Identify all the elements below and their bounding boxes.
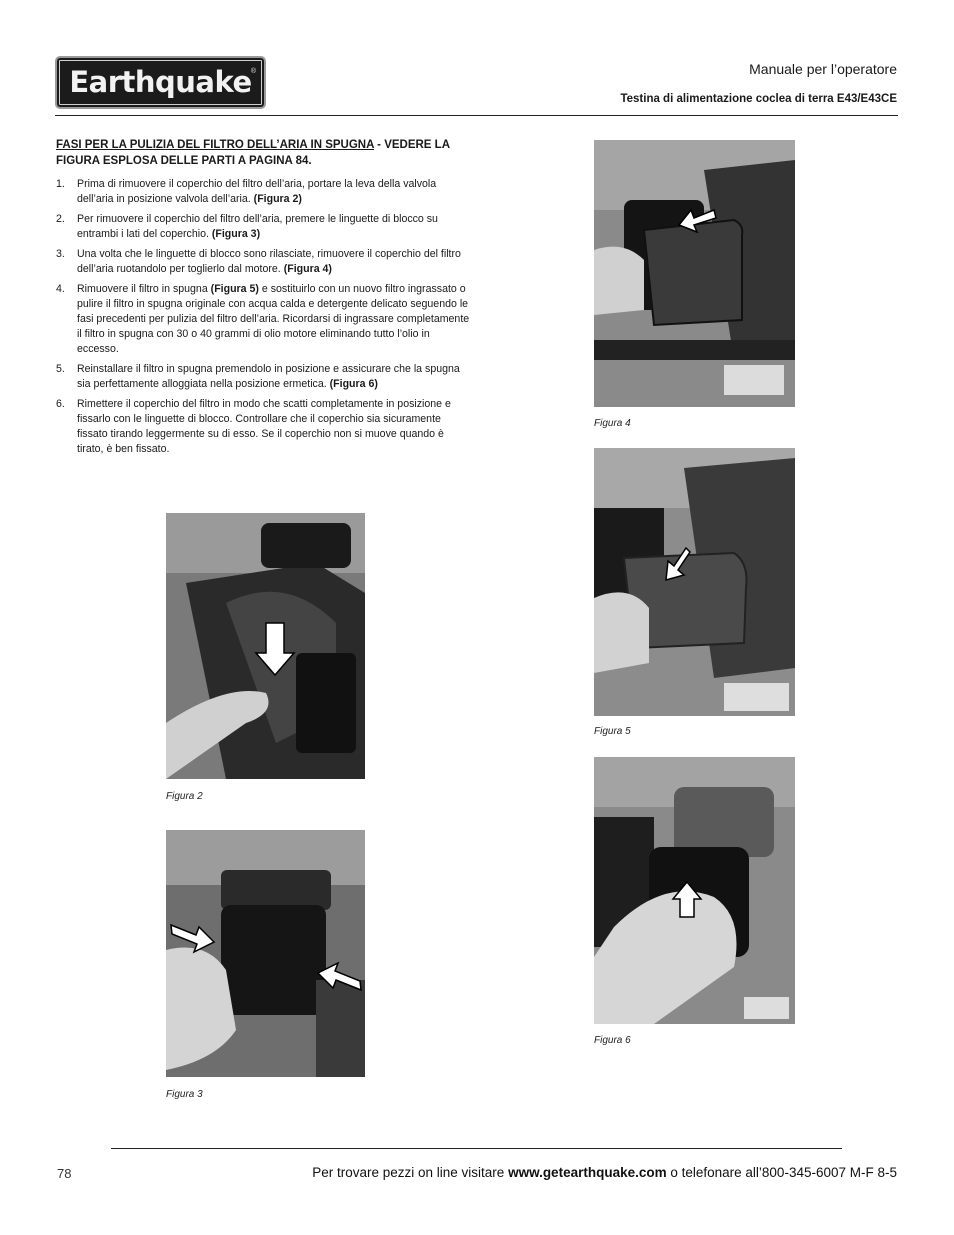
footer-url-link[interactable]: www.getearthquake.com	[508, 1165, 667, 1180]
earthquake-logo	[55, 56, 266, 109]
figure-2-photo	[166, 513, 365, 779]
step-text-after: e sostituirlo con un nuovo filtro ingrassato o pulire il filtro in spugna originale con acqua calda e detergente delicato seguendo le fasi precedenti per pulizia del filtro dell’aria. Ricordarsi di ingrassare completamente il filtro in spugna con 30 o 40 grammi di olio motore eliminando tutto l’olio in eccesso.	[77, 283, 470, 355]
instruction-steps	[56, 177, 471, 462]
step-1	[56, 177, 471, 207]
figure-4-caption: Figura 4	[594, 418, 631, 429]
section-title	[56, 137, 476, 169]
step-text: Prima di rimuovere il coperchio del filtro dell’aria, portare la leva della valvola dell’aria in posizione valvola dell’aria.	[77, 178, 437, 205]
section-title-underlined: FASI PER LA PULIZIA DEL FILTRO DELL’ARIA IN SPUGNA	[56, 139, 374, 151]
product-title: Testina di alimentazione coclea di terra E43/E43CE	[620, 93, 897, 105]
step-text: Rimuovere il filtro in spugna	[77, 283, 211, 295]
step-6	[56, 397, 471, 457]
section-title-rest: - VEDERE LA FIGURA ESPLOSA DELLE PARTI A PAGINA 84.	[56, 139, 450, 167]
figure-2-caption: Figura 2	[166, 791, 203, 802]
step-number: 1.	[56, 178, 65, 190]
step-text: Per rimuovere il coperchio del filtro dell’aria, premere le linguette di blocco su entrambi i lati del coperchio.	[77, 213, 438, 240]
header-divider	[55, 115, 898, 116]
step-5	[56, 362, 471, 392]
figure-5-photo	[594, 448, 795, 716]
footer-text	[312, 1165, 897, 1180]
page-number: 78	[57, 1166, 72, 1181]
step-figure-ref: (Figura 6)	[329, 378, 378, 390]
figure-5-caption: Figura 5	[594, 726, 631, 737]
footer-text-post: o telefonare all’800-345-6007 M-F 8-5	[666, 1165, 897, 1180]
step-number: 3.	[56, 248, 65, 260]
figure-6-caption: Figura 6	[594, 1035, 631, 1046]
logo-registered-mark: ®	[250, 68, 256, 75]
step-4	[56, 282, 471, 357]
step-3	[56, 247, 471, 277]
step-number: 6.	[56, 398, 65, 410]
step-text: Reinstallare il filtro in spugna premendolo in posizione e assicurare che la spugna sia perfettamente alloggiata nella posizione ermetica.	[77, 363, 460, 390]
step-figure-ref: (Figura 2)	[253, 193, 302, 205]
step-number: 2.	[56, 213, 65, 225]
figure-4-photo	[594, 140, 795, 407]
figure-3-caption: Figura 3	[166, 1089, 203, 1100]
footer-divider	[111, 1148, 842, 1149]
step-number: 4.	[56, 283, 65, 295]
step-figure-ref: (Figura 4)	[283, 263, 332, 275]
figure-3-photo	[166, 830, 365, 1077]
step-figure-ref: (Figura 3)	[211, 228, 261, 240]
logo-text: Earthquake	[69, 65, 252, 99]
footer-text-pre: Per trovare pezzi on line visitare	[312, 1165, 509, 1180]
figure-6-photo	[594, 757, 795, 1024]
step-figure-ref: (Figura 5)	[210, 283, 259, 295]
step-text: Rimettere il coperchio del filtro in modo che scatti completamente in posizione e fissarlo con le linguette di blocco. Controllare che il coperchio sia sicuramente fissato tirando leggermente su di esso. Se il coperchio non si muove quando è tirato, è ben fissato.	[77, 398, 451, 455]
step-text: Una volta che le linguette di blocco sono rilasciate, rimuovere il coperchio del filtro dell’aria ruotandolo per toglierlo dal motore.	[77, 248, 461, 275]
step-2	[56, 212, 471, 242]
step-number: 5.	[56, 363, 65, 375]
manual-title: Manuale per l’operatore	[749, 61, 897, 77]
